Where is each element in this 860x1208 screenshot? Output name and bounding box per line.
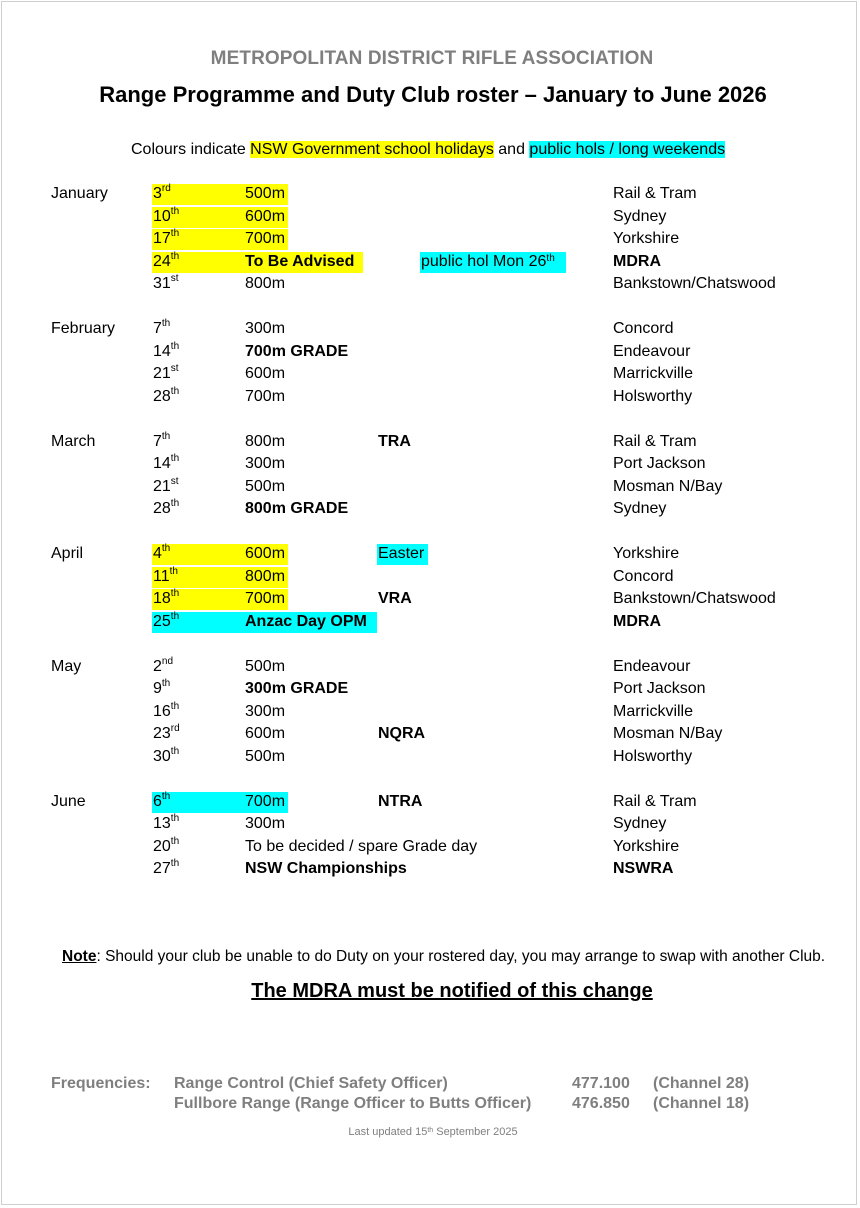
date-cell: 10th — [153, 205, 180, 225]
duty-club-cell: Sydney — [613, 207, 667, 225]
roster-row — [0, 814, 860, 837]
duty-club-cell: Sydney — [613, 815, 667, 832]
date-cell: 24th — [153, 250, 180, 270]
page-title: Range Programme and Duty Club roster – January to June 2026 — [99, 82, 767, 107]
roster-row — [0, 657, 860, 680]
note-label: Note — [62, 948, 97, 965]
roster-row — [0, 364, 860, 387]
roster-row — [0, 207, 860, 230]
duty-club-cell: Port Jackson — [613, 455, 706, 472]
roster-row — [0, 544, 860, 567]
frequency-channel: (Channel 28) — [653, 1075, 750, 1092]
duty-club-cell: Yorkshire — [613, 837, 680, 855]
date-cell: 18th — [153, 588, 180, 607]
date-cell: 16th — [153, 700, 180, 720]
legend-prefix: Colours indicate — [131, 141, 251, 158]
month-label: May — [51, 657, 82, 675]
legend-joiner: and — [493, 141, 530, 158]
date-cell: 28th — [153, 385, 180, 405]
duty-club-cell: Concord — [613, 567, 674, 585]
legend-public-holidays: public hols / long weekends — [529, 141, 726, 158]
duty-club-cell: Port Jackson — [613, 680, 706, 697]
duty-club-cell: Rail & Tram — [613, 432, 697, 450]
distance-cell: 500m — [245, 185, 286, 202]
frequency-value: 476.850 — [572, 1095, 630, 1112]
date-cell: 13th — [153, 813, 180, 832]
distance-cell: 300m — [245, 455, 286, 472]
distance-cell: 700m — [245, 387, 286, 405]
roster-row — [0, 387, 860, 410]
date-cell: 9th — [153, 678, 171, 697]
duty-swap-note — [62, 948, 825, 966]
roster-row — [0, 454, 860, 477]
date-cell: 25th — [153, 610, 180, 630]
duty-club-cell: Holsworthy — [613, 387, 693, 405]
roster-row — [0, 859, 860, 882]
roster-row — [0, 724, 860, 747]
legend-school-holidays: NSW Government school holidays — [250, 141, 494, 158]
distance-cell: 300m GRADE — [245, 680, 349, 697]
duty-club-cell: Yorkshire — [613, 230, 680, 247]
duty-club-cell: Marrickville — [613, 365, 693, 382]
date-cell: 17th — [153, 228, 180, 247]
distance-cell: 700m — [245, 590, 286, 607]
roster-row — [0, 589, 860, 612]
distance-cell: 600m — [245, 545, 286, 562]
distance-cell: 600m — [245, 725, 286, 742]
distance-cell: 800m — [245, 567, 286, 585]
event-cell: Easter — [378, 545, 425, 562]
notification-warning: The MDRA must be notified of this change — [251, 980, 653, 1002]
distance-cell: 700m GRADE — [245, 342, 349, 360]
distance-cell: 600m — [245, 365, 286, 382]
distance-cell: 300m — [245, 320, 286, 337]
duty-club-cell: Sydney — [613, 500, 667, 517]
frequency-row — [0, 1095, 860, 1115]
duty-club-cell: Yorkshire — [613, 545, 680, 562]
date-cell: 7th — [153, 318, 171, 337]
month-label: June — [51, 792, 86, 810]
roster-row — [0, 432, 860, 455]
colour-legend — [131, 141, 725, 159]
date-cell: 20th — [153, 835, 180, 855]
distance-cell: 700m — [245, 230, 286, 247]
roster-row — [0, 342, 860, 365]
distance-cell: 500m — [245, 747, 286, 765]
event-cell: NQRA — [378, 725, 426, 742]
date-cell: 31st — [153, 273, 179, 292]
duty-club-cell: Rail & Tram — [613, 792, 697, 810]
distance-cell: To be decided / spare Grade day — [245, 837, 478, 855]
date-cell: 21st — [153, 475, 179, 495]
distance-cell: 800m GRADE — [245, 500, 349, 517]
date-cell: 14th — [153, 453, 180, 472]
duty-club-cell: NSWRA — [613, 860, 674, 877]
duty-club-cell: Bankstown/Chatswood — [613, 275, 776, 292]
event-cell: VRA — [378, 590, 412, 607]
organisation-name: METROPOLITAN DISTRICT RIFLE ASSOCIATION — [210, 48, 654, 69]
duty-club-cell: Bankstown/Chatswood — [613, 590, 776, 607]
roster-row — [0, 252, 860, 275]
distance-cell: 300m — [245, 702, 286, 720]
month-label: April — [51, 545, 84, 562]
roster-row — [0, 612, 860, 635]
distance-cell: 800m — [245, 275, 286, 292]
duty-club-cell: Endeavour — [613, 342, 691, 360]
distance-cell: 600m — [245, 207, 286, 225]
frequency-name: Fullbore Range (Range Officer to Butts Officer) — [174, 1095, 532, 1112]
date-cell: 28th — [153, 498, 180, 517]
date-cell: 2nd — [153, 655, 174, 675]
duty-club-cell: Rail & Tram — [613, 185, 697, 202]
distance-cell: To Be Advised — [245, 252, 355, 270]
month-label: March — [51, 432, 96, 450]
roster-row — [0, 747, 860, 770]
roster-row — [0, 184, 860, 207]
duty-club-cell: MDRA — [613, 252, 661, 270]
roster-row — [0, 837, 860, 860]
date-cell: 21st — [153, 363, 179, 382]
note-text: : Should your club be unable to do Duty on your rostered day, you may arrange to swap with another Club. — [96, 948, 826, 965]
roster-row — [0, 477, 860, 500]
frequency-row — [0, 1075, 860, 1095]
event-cell: public hol Mon 26th — [421, 252, 555, 270]
frequency-channel: (Channel 18) — [653, 1095, 750, 1112]
date-cell: 11th — [153, 565, 178, 585]
roster-row — [0, 499, 860, 522]
distance-cell: NSW Championships — [245, 860, 407, 877]
duty-club-cell: Marrickville — [613, 702, 693, 720]
duty-club-cell: Holsworthy — [613, 747, 693, 765]
distance-cell: 500m — [245, 477, 286, 495]
duty-club-cell: MDRA — [613, 612, 661, 630]
frequency-value: 477.100 — [572, 1075, 630, 1092]
distance-cell: Anzac Day OPM — [245, 612, 367, 630]
roster-row — [0, 319, 860, 342]
event-cell: NTRA — [378, 792, 423, 810]
distance-cell: 800m — [245, 432, 286, 450]
date-cell: 30th — [153, 745, 180, 765]
duty-club-cell: Mosman N/Bay — [613, 477, 723, 495]
month-label: January — [51, 185, 108, 202]
date-cell: 7th — [153, 430, 171, 450]
roster-row — [0, 274, 860, 297]
roster-row — [0, 679, 860, 702]
roster-row — [0, 792, 860, 815]
roster-table — [0, 184, 860, 882]
date-cell: 4th — [153, 543, 171, 562]
frequencies-label: Frequencies: — [51, 1075, 151, 1092]
duty-club-cell: Endeavour — [613, 657, 691, 675]
date-cell: 6th — [153, 790, 171, 810]
date-cell: 23rd — [153, 723, 180, 742]
last-updated: Last updated 15th September 2025 — [348, 1126, 518, 1138]
duty-club-cell: Concord — [613, 320, 674, 337]
distance-cell: 300m — [245, 815, 286, 832]
roster-row — [0, 567, 860, 590]
month-label: February — [51, 320, 116, 337]
date-cell: 3rd — [153, 183, 171, 202]
date-cell: 14th — [153, 340, 180, 360]
duty-club-cell: Mosman N/Bay — [613, 725, 723, 742]
frequency-name: Range Control (Chief Safety Officer) — [174, 1075, 448, 1092]
event-cell: TRA — [378, 432, 411, 450]
roster-row — [0, 229, 860, 252]
distance-cell: 700m — [245, 792, 286, 810]
distance-cell: 500m — [245, 657, 286, 675]
roster-row — [0, 702, 860, 725]
date-cell: 27th — [153, 858, 180, 877]
